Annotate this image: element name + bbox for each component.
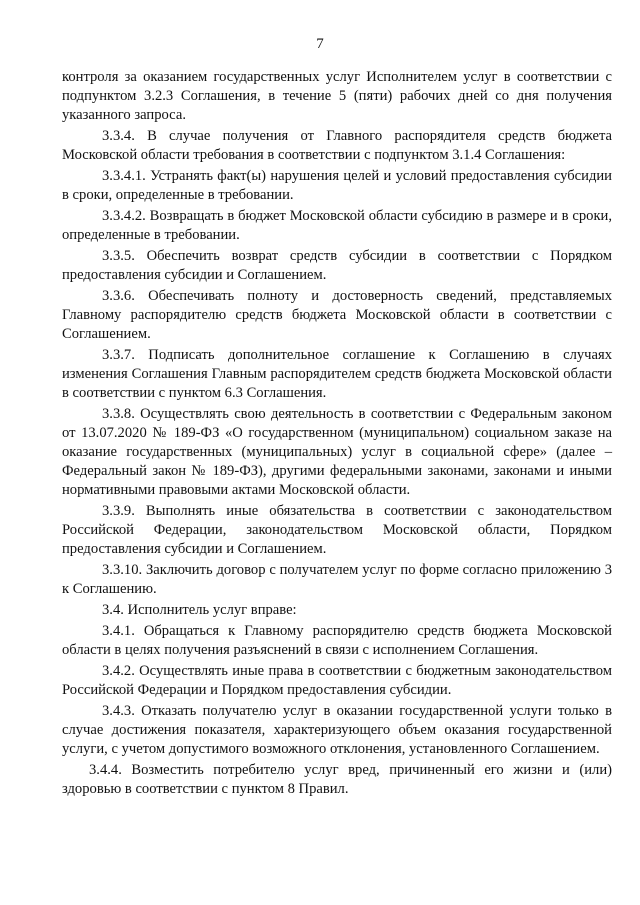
document-body — [62, 68, 612, 799]
paragraph-3-3-6: 3.3.6. Обеспечивать полноту и достоверность сведений, представляемых Главному распорядителю средств бюджета Московской области в соответствии с Соглашением. — [62, 288, 612, 342]
paragraph-3-3-4-2: 3.3.4.2. Возвращать в бюджет Московской области субсидию в размере и в сроки, определенные в требовании. — [62, 208, 612, 243]
paragraph-3-4-4: 3.4.4. Возместить потребителю услуг вред, причиненный его жизни и (или) здоровью в соответствии с пунктом 8 Правил. — [62, 762, 612, 797]
paragraph-3-4-2: 3.4.2. Осуществлять иные права в соответствии с бюджетным законодательством Российской Федерации и Порядком предоставления субсидии. — [62, 663, 612, 698]
paragraph-3-3-5: 3.3.5. Обеспечить возврат средств субсидии в соответствии с Порядком предоставления субсидии и Соглашением. — [62, 248, 612, 283]
page-number: 7 — [316, 36, 324, 52]
paragraph-3-4-1: 3.4.1. Обращаться к Главному распорядителю средств бюджета Московской области в целях получения разъяснений в связи с исполнением Соглашения. — [62, 623, 612, 658]
paragraph-3-4: 3.4. Исполнитель услуг вправе: — [102, 602, 297, 618]
paragraph-3-3-9: 3.3.9. Выполнять иные обязательства в соответствии с законодательством Российской Федерации, законодательством Московской области, Порядком предоставления субсидии и Соглашением. — [62, 503, 612, 557]
paragraph-continuation: контроля за оказанием государственных услуг Исполнителем услуг в соответствии с подпунктом 3.2.3 Соглашения, в течение 5 (пяти) рабочих дней со дня получения указанного запроса. — [62, 69, 612, 123]
paragraph-3-3-7: 3.3.7. Подписать дополнительное соглашение к Соглашению в случаях изменения Соглашения Главным распорядителем средств бюджета Московской области в соответствии с пунктом 6.3 Соглашения. — [62, 347, 612, 401]
paragraph-3-3-4-1: 3.3.4.1. Устранять факт(ы) нарушения целей и условий предоставления субсидии в сроки, определенные в требовании. — [62, 168, 612, 203]
paragraph-3-4-3: 3.4.3. Отказать получателю услуг в оказании государственной услуги только в случае достижения показателя, характеризующего объем оказания государственной услуги, с учетом допустимого возможного отклонения, установленного Соглашением. — [62, 703, 612, 757]
paragraph-3-3-4: 3.3.4. В случае получения от Главного распорядителя средств бюджета Московской области требования в соответствии с подпунктом 3.1.4 Соглашения: — [62, 128, 612, 163]
paragraph-3-3-8: 3.3.8. Осуществлять свою деятельность в соответствии с Федеральным законом от 13.07.2020 № 189-ФЗ «О государственном (муниципальном) социальном заказе на оказание государственных (муниципальных) услуг в социальной сфере» (далее – Федеральный закон № 189-ФЗ), другими федеральными законами, законами и иными нормативными правовыми актами Московской области. — [62, 406, 612, 498]
paragraph-3-3-10: 3.3.10. Заключить договор с получателем услуг по форме согласно приложению 3 к Соглашению. — [62, 562, 612, 597]
